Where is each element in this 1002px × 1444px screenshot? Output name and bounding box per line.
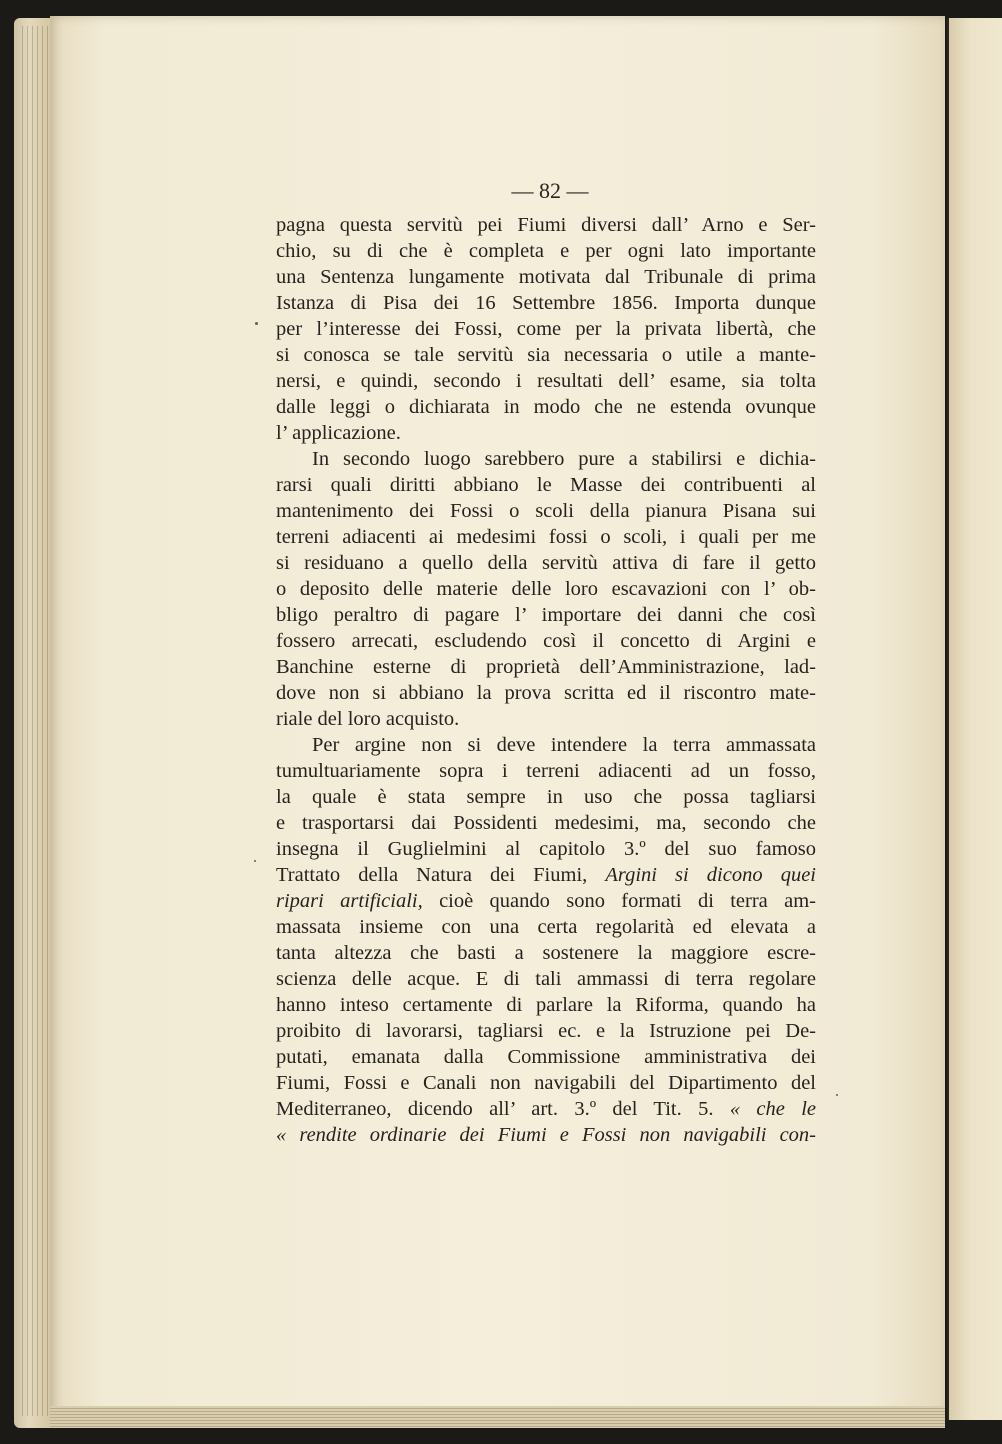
text-line: e trasportarsi dai Possidenti medesimi, ma, secondo che xyxy=(276,812,816,834)
text-line: Istanza di Pisa dei 16 Settembre 1856. Importa dunque xyxy=(276,292,816,314)
page-number-header: — 82 — xyxy=(511,178,589,203)
text-line: Per argine non si deve intendere la terra ammassata xyxy=(312,734,816,756)
text-line: Trattato della Natura dei Fiumi, Argini si dicono quei xyxy=(276,864,816,886)
text-line: tumultuariamente sopra i terreni adiacenti ad un fosso, xyxy=(276,760,816,782)
text-line: si residuano a quello della servitù attiva di fare il getto xyxy=(276,552,816,574)
text-line: si conosca se tale servitù sia necessaria o utile a mante- xyxy=(276,344,816,366)
next-page-edge xyxy=(947,18,1002,1420)
text-line: proibito di lavorarsi, tagliarsi ec. e la Istruzione pei De- xyxy=(276,1020,816,1042)
text-line: chio, su di che è completa e per ogni lato importante xyxy=(276,240,816,262)
text-line: per l’interesse dei Fossi, come per la privata libertà, che xyxy=(276,318,816,340)
text-line: o deposito delle materie delle loro escavazioni con l’ ob- xyxy=(276,578,816,600)
text-line: massata insieme con una certa regolarità ed elevata a xyxy=(276,916,816,938)
text-line: riale del loro acquisto. xyxy=(276,708,460,730)
text-line: Mediterraneo, dicendo all’ art. 3.º del Tit. 5. « che le xyxy=(276,1098,817,1120)
text-line: Fiumi, Fossi e Canali non navigabili del Dipartimento del xyxy=(276,1072,816,1094)
ink-speck xyxy=(255,322,258,325)
text-line: rarsi quali diritti abbiano le Masse dei contribuenti al xyxy=(276,474,816,496)
text-line: dove non si abbiano la prova scritta ed il riscontro mate- xyxy=(276,682,816,704)
text-line: nersi, e quindi, secondo i resultati dell’ esame, sia tolta xyxy=(276,370,816,392)
text-line: In secondo luogo sarebbero pure a stabilirsi e dichia- xyxy=(312,448,816,470)
text-line: la quale è stata sempre in uso che possa tagliarsi xyxy=(276,786,816,808)
text-line: mantenimento dei Fossi o scoli della pianura Pisana sui xyxy=(276,500,816,522)
text-line: fossero arrecati, escludendo così il concetto di Argini e xyxy=(276,630,816,652)
text-line: insegna il Guglielmini al capitolo 3.º del suo famoso xyxy=(276,838,816,860)
text-line: una Sentenza lungamente motivata dal Tribunale di prima xyxy=(276,266,816,288)
text-line: hanno inteso certamente di parlare la Riforma, quando ha xyxy=(276,994,816,1016)
text-line: dalle leggi o dichiarata in modo che ne estenda ovunque xyxy=(276,396,816,418)
text-line: terreni adiacenti ai medesimi fossi o scoli, i quali per me xyxy=(276,526,816,548)
text-line: « rendite ordinarie dei Fiumi e Fossi non navigabili con- xyxy=(276,1124,816,1146)
page-bottom-edge xyxy=(50,1406,945,1428)
text-line: tanta altezza che basti a sostenere la maggiore escre- xyxy=(276,942,816,964)
text-line: bligo peraltro di pagare l’ importare dei danni che così xyxy=(276,604,816,626)
text-line: putati, emanata dalla Commissione amministrativa dei xyxy=(276,1046,816,1068)
text-line: Banchine esterne di proprietà dell’Amministrazione, lad- xyxy=(276,656,816,678)
text-line: scienza delle acque. E di tali ammassi di terra regolare xyxy=(276,968,816,990)
ink-speck xyxy=(254,860,256,862)
text-line: l’ applicazione. xyxy=(276,422,401,444)
ink-speck xyxy=(836,1094,838,1096)
text-line: ripari artificiali, cioè quando sono formati di terra am- xyxy=(276,890,816,912)
body-text xyxy=(276,212,816,1148)
text-line: pagna questa servitù pei Fiumi diversi dall’ Arno e Ser- xyxy=(276,214,816,236)
